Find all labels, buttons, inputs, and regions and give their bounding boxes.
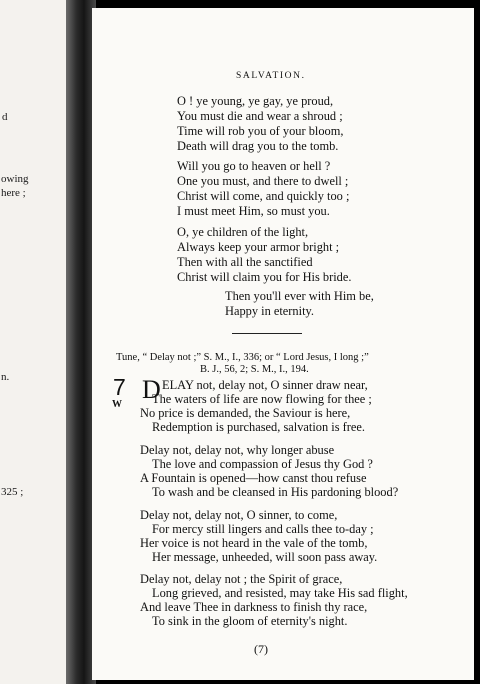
hymn-line: Delay not, delay not, why longer abuse (140, 443, 335, 457)
drop-cap: D (142, 375, 161, 404)
poem-line: Happy in eternity. (225, 304, 315, 318)
hymn-line: The waters of life are now flowing for thee ; (152, 392, 372, 406)
hymn-line: The love and compassion of Jesus thy God ? (152, 457, 373, 471)
hymn-line: For mercy still lingers and calls thee to-day ; (152, 522, 374, 536)
section-divider (232, 333, 302, 334)
poem-line: Will you go to heaven or hell ? (177, 159, 331, 173)
hymn-line: Long grieved, and resisted, may take His sad flight, (152, 586, 408, 600)
poem-line: Christ will claim you for His bride. (177, 270, 352, 284)
poem-line: O ! ye young, ye gay, ye proud, (177, 94, 334, 108)
facing-page-fragment: 325 ; (1, 486, 24, 498)
hymn-line: ELAY not, delay not, O sinner draw near, (162, 378, 368, 392)
poem-line: Time will rob you of your bloom, (177, 124, 344, 138)
hymn-line: Delay not, delay not, O sinner, to come, (140, 508, 338, 522)
poem-line: Then you'll ever with Him be, (225, 289, 374, 303)
hymn-line: A Fountain is opened—how canst thou refuse (140, 471, 367, 485)
tune-line: Tune, “ Delay not ;” S. M., I., 336; or “ Lord Jesus, I long ;” (116, 352, 369, 363)
book-page (92, 8, 474, 680)
page-number: (7) (254, 642, 268, 656)
poem-line: You must die and wear a shroud ; (177, 109, 343, 123)
hymn-line: To sink in the gloom of eternity's night. (152, 614, 348, 628)
facing-page-fragment: d (2, 111, 8, 123)
tune-line: B. J., 56, 2; S. M., I., 194. (200, 364, 309, 375)
hymn-line: Redemption is purchased, salvation is free. (152, 420, 365, 434)
hymn-line: Her message, unheeded, will soon pass away. (152, 550, 378, 564)
poem-line: Christ will come, and quickly too ; (177, 189, 350, 203)
poem-line: O, ye children of the light, (177, 225, 309, 239)
hymn-line: And leave Thee in darkness to finish thy race, (140, 600, 368, 614)
poem-line: Death will drag you to the tomb. (177, 139, 339, 153)
hymn-line: No price is demanded, the Saviour is here, (140, 406, 351, 420)
hymn-number: 7 (113, 374, 126, 400)
hymn-line: To wash and be cleansed in His pardoning blood? (152, 485, 399, 499)
facing-page (0, 0, 72, 684)
poem-line: Then with all the sanctified (177, 255, 313, 269)
facing-page-fragment: owing (1, 173, 29, 185)
hymn-line: Delay not, delay not ; the Spirit of grace, (140, 572, 343, 586)
poem-line: Always keep your armor bright ; (177, 240, 340, 254)
poem-line: One you must, and there to dwell ; (177, 174, 349, 188)
hymn-mark: W (112, 399, 122, 410)
facing-page-fragment: here ; (1, 187, 26, 199)
page-header: SALVATION. (236, 71, 306, 81)
poem-line: I must meet Him, so must you. (177, 204, 330, 218)
facing-page-fragment: n. (1, 371, 10, 383)
hymn-line: Her voice is not heard in the vale of the tomb, (140, 536, 368, 550)
